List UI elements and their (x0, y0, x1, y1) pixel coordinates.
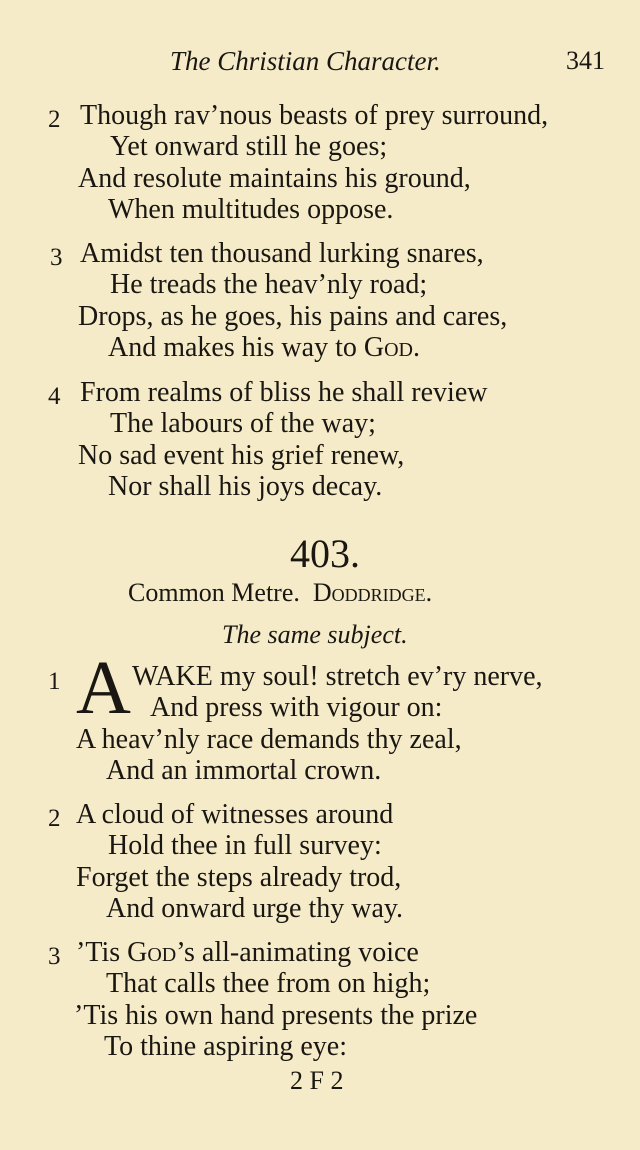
stanza-number: 2 (48, 106, 61, 133)
verse-line: The labours of the way; (110, 408, 376, 439)
page-number: 341 (566, 46, 605, 75)
verse-line: He treads the heav’nly road; (110, 269, 428, 300)
stanza-number: 4 (48, 383, 61, 410)
verse-line: From realms of bliss he shall review (80, 377, 488, 408)
verse-line: Amidst ten thousand lurking snares, (80, 238, 484, 269)
divine-name: God (127, 937, 177, 968)
verse-line: Hold thee in full survey: (108, 830, 382, 861)
verse-line: Forget the steps already trod, (76, 862, 402, 893)
verse-line: To thine aspiring eye: (104, 1031, 347, 1062)
verse-line: And resolute maintains his ground, (78, 163, 471, 194)
verse-line: Yet onward still he goes; (110, 131, 388, 162)
hymn-number: 403. (290, 531, 360, 576)
stanza-number: 3 (48, 943, 61, 970)
verse-line: WAKE my soul! stretch ev’ry nerve, (132, 661, 543, 692)
hymn-meter (128, 578, 432, 608)
verse-line: ’Tis God’s all-animating voice (76, 937, 419, 968)
drop-cap: A (76, 646, 131, 730)
meter-label: Common Metre. (128, 578, 300, 607)
signature-mark: 2 F 2 (290, 1066, 344, 1095)
verse-line: When multitudes oppose. (108, 194, 394, 225)
verse-line: Nor shall his joys decay. (108, 471, 383, 502)
verse-line: ’Tis his own hand presents the prize (74, 1000, 478, 1031)
verse-line: A cloud of witnesses around (76, 799, 394, 830)
stanza-number: 3 (50, 244, 63, 271)
verse-line: And an immortal crown. (106, 755, 382, 786)
running-header: The Christian Character. (170, 46, 441, 76)
stanza-number: 2 (48, 805, 61, 832)
hymn-author: Doddridge. (312, 578, 433, 607)
divine-name: God. (363, 332, 420, 363)
hymn-subject: The same subject. (222, 620, 408, 649)
verse-line: And onward urge thy way. (106, 893, 404, 924)
verse-line: And press with vigour on: (150, 692, 443, 723)
verse-line: And makes his way to God. (108, 332, 420, 363)
verse-line: No sad event his grief renew, (78, 440, 405, 471)
verse-line: Drops, as he goes, his pains and cares, (78, 301, 508, 332)
verse-line: Though rav’nous beasts of prey surround, (80, 100, 549, 131)
stanza-number: 1 (48, 668, 61, 695)
verse-line: A heav’nly race demands thy zeal, (76, 724, 462, 755)
verse-line: That calls thee from on high; (106, 968, 431, 999)
